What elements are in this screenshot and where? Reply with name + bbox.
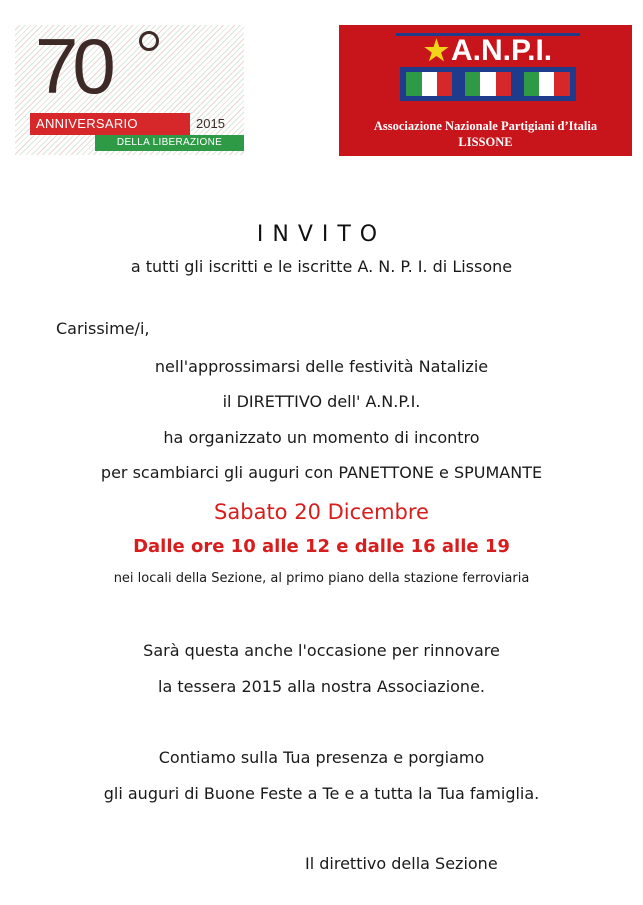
anpi-logo xyxy=(339,25,632,156)
closing-line: gli auguri di Buone Feste a Te e a tutta la Tua famiglia. xyxy=(103,784,540,803)
logo-number: 70 xyxy=(35,25,110,110)
italian-flags xyxy=(400,67,576,101)
event-date: Sabato 20 Dicembre xyxy=(214,500,429,524)
invite-subtitle: a tutti gli iscritti e le iscritte A. N. P. I. di Lissone xyxy=(130,257,513,276)
italian-flag-icon xyxy=(465,72,511,96)
degree-icon xyxy=(139,31,159,51)
body-line: il DIRETTIVO dell' A.N.P.I. xyxy=(222,392,421,411)
body-line: per scambiarci gli auguri con PANETTONE e SPUMANTE xyxy=(100,463,543,482)
anpi-emblem-text: A.N.P.I. xyxy=(450,33,553,67)
signature: Il direttivo della Sezione xyxy=(305,854,498,873)
anpi-emblem-title xyxy=(396,33,580,65)
italian-flag-icon xyxy=(406,72,452,96)
star-icon: ★ xyxy=(423,34,449,66)
anpi-section: LISSONE xyxy=(458,135,513,149)
event-place: nei locali della Sezione, al primo piano della stazione ferroviaria xyxy=(113,571,530,586)
closing-line: Contiamo sulla Tua presenza e porgiamo xyxy=(158,748,485,767)
logo-subtitle: DELLA LIBERAZIONE xyxy=(95,135,244,151)
renewal-line: la tessera 2015 alla nostra Associazione. xyxy=(158,677,485,696)
logo-banner: ANNIVERSARIO xyxy=(30,113,190,135)
event-hours: Dalle ore 10 alle 12 e dalle 16 alle 19 xyxy=(133,536,510,557)
liberation-70-anniversary-logo xyxy=(15,25,244,155)
renewal-line: Sarà questa anche l'occasione per rinnovare xyxy=(143,641,500,660)
logo-year: 2015 xyxy=(196,116,225,131)
italian-flag-icon xyxy=(524,72,570,96)
anpi-full-name: Associazione Nazionale Partigiani d’Italia xyxy=(373,119,598,133)
invite-title: INVITO xyxy=(256,222,387,247)
greeting: Carissime/i, xyxy=(56,319,150,338)
anpi-emblem xyxy=(396,33,580,105)
body-line: nell'approssimarsi delle festività Natalizie xyxy=(154,357,489,376)
body-line: ha organizzato un momento di incontro xyxy=(163,428,480,447)
